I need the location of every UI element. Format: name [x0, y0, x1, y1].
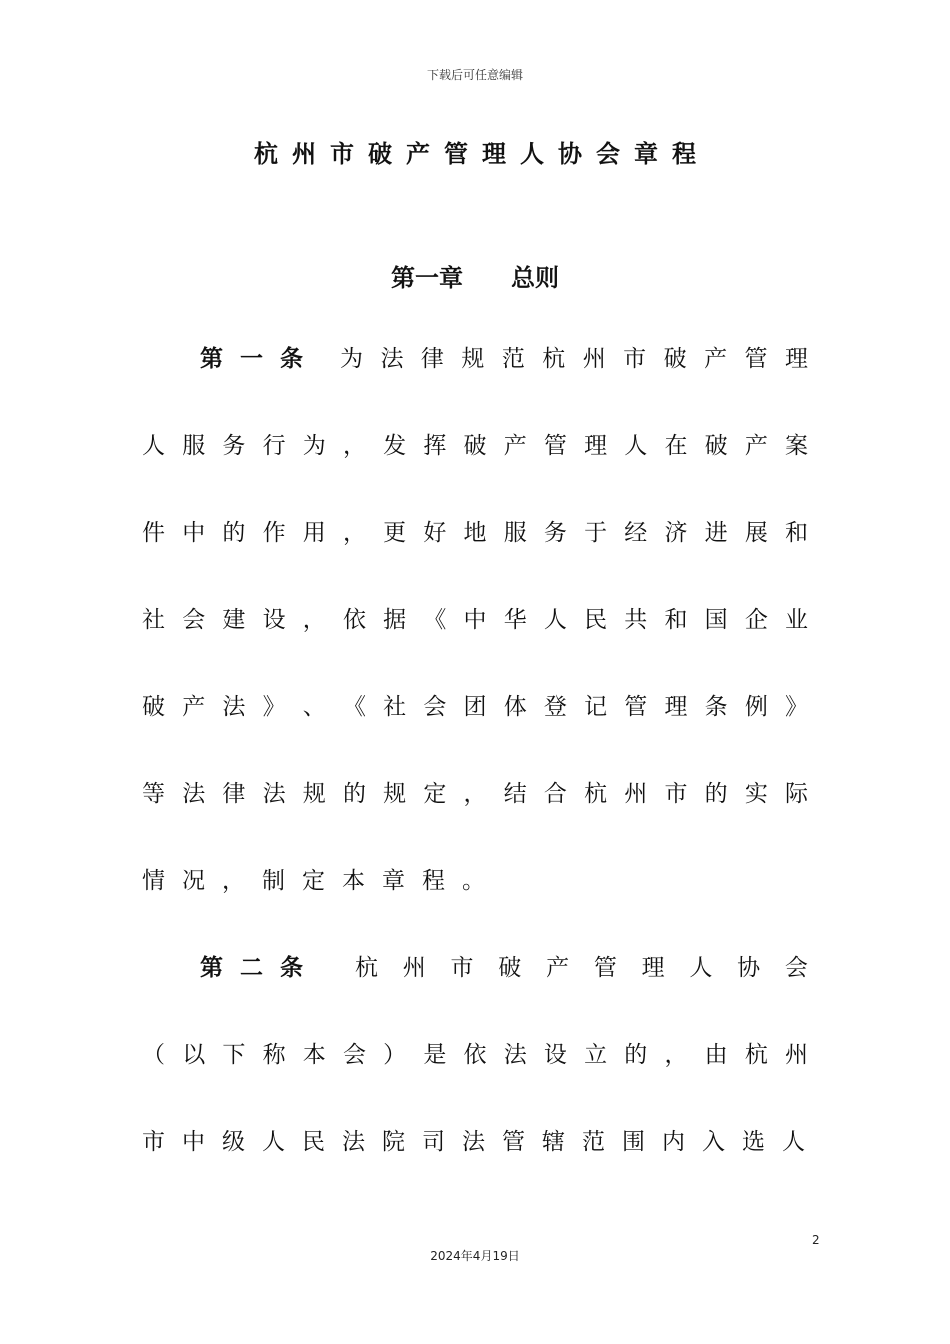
paragraph-line — [142, 1040, 808, 1070]
paragraph-text: 市 中 级 人 民 法 院 司 法 管 辖 范 围 内 入 选 人 — [142, 1129, 805, 1155]
paragraph-line — [142, 1127, 808, 1157]
paragraph-line — [142, 692, 808, 722]
paragraph-line — [142, 605, 808, 635]
chapter-heading: 第一章 总则 — [391, 264, 559, 292]
page-number: 2 — [812, 1233, 820, 1247]
paragraph-line — [200, 953, 808, 983]
paragraph-line — [142, 518, 808, 548]
paragraph-line — [142, 779, 808, 809]
article-label: 第一条 — [200, 346, 320, 372]
paragraph-text: 件 中 的 作 用 ， 更 好 地 服 务 于 经 济 进 展 和 — [142, 520, 808, 546]
paragraph-text: 情 况 ， 制 定 本 章 程 。 — [142, 868, 485, 894]
footer-date: 2024年4月19日 — [430, 1249, 520, 1263]
header-note: 下载后可任意编辑 — [426, 68, 523, 82]
paragraph-text: 破 产 法 》 、 《 社 会 团 体 登 记 管 理 条 例 》 — [142, 694, 808, 720]
paragraph-text: 社 会 建 设 ， 依 据 《 中 华 人 民 共 和 国 企 业 — [142, 607, 808, 633]
paragraph-line — [142, 866, 808, 896]
paragraph-text: 人 服 务 行 为 ， 发 挥 破 产 管 理 人 在 破 产 案 — [142, 433, 808, 459]
paragraph-text: 杭 州 市 破 产 管 理 人 协 会 — [355, 955, 808, 981]
paragraph-text: 为 法 律 规 范 杭 州 市 破 产 管 理 — [340, 346, 808, 372]
document-title: 杭州市破产管理人协会章程 — [254, 140, 710, 168]
paragraph-line — [142, 431, 808, 461]
paragraph-text: （ 以 下 称 本 会 ） 是 依 法 设 立 的 ， 由 杭 州 — [142, 1042, 808, 1068]
article-label: 第二条 — [200, 955, 320, 981]
paragraph-line — [200, 344, 808, 374]
paragraph-text: 等 法 律 法 规 的 规 定 ， 结 合 杭 州 市 的 实 际 — [142, 781, 808, 807]
